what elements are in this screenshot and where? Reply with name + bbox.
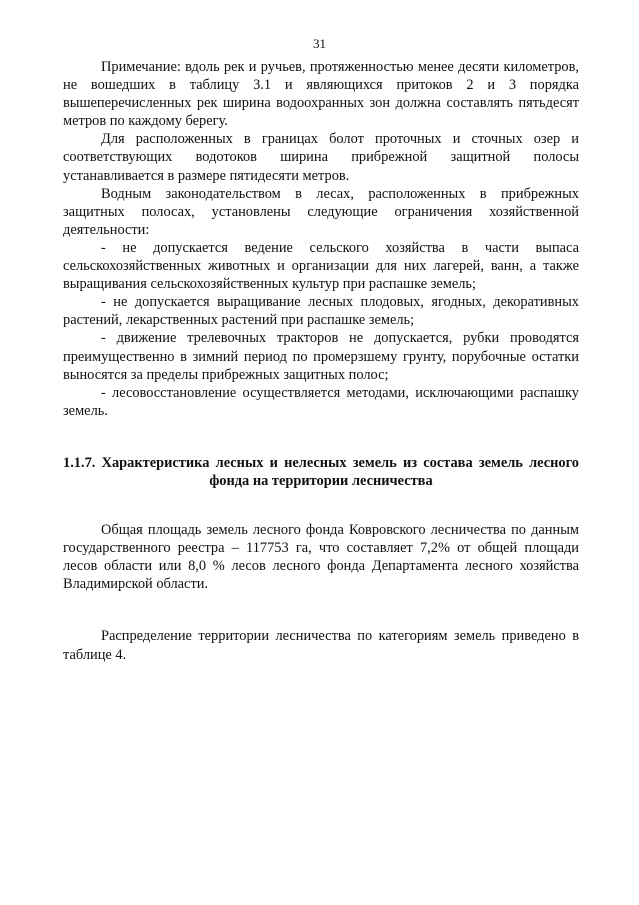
restrictions-intro-paragraph: Водным законодательством в лесах, расположенных в прибрежных защитных полосах, установлены следующие ограничения хозяйственной деятельности:: [63, 185, 579, 238]
restriction-item-agriculture: - не допускается ведение сельского хозяйства в части выпаса сельскохозяйственных животных и организации для них лагерей, ванн, а также выращивания сельскохозяйственных культур при распашке земель;: [63, 239, 579, 293]
total-area-paragraph: Общая площадь земель лесного фонда Ковровского лесничества по данным государственного реестра – 117753 га, что составляет 7,2% от общей площади лесов области или 8,0 % лесов лесного фонда Департамента лесного хозяйства Владимирской области.: [63, 522, 579, 593]
restriction-item-reforestation: - лесовосстановление осуществляется методами, исключающими распашку земель.: [63, 384, 579, 419]
section-heading-line1: 1.1.7. Характеристика лесных и нелесных земель из состава земель лесного: [63, 454, 579, 471]
page-number: 31: [313, 36, 326, 51]
note-paragraph: Примечание: вдоль рек и ручьев, протяженностью менее десяти километров, не вошедших в таблицу 3.1 и являющихся притоков 2 и 3 порядка вышеперечисленных рек ширина водоохранных зон должна составлять пятьдесят метров по каждому берегу.: [63, 59, 579, 130]
document-body: [63, 58, 579, 664]
restriction-item-plants: - не допускается выращивание лесных плодовых, ягодных, декоративных растений, лекарственных растений при распашке земель;: [63, 294, 579, 329]
swamp-lakes-paragraph: Для расположенных в границах болот проточных и сточных озер и соответствующих водотоков ширина прибрежной защитной полосы устанавливается в размере пятидесяти метров.: [63, 131, 579, 184]
restriction-item-tractors: - движение трелевочных тракторов не допускается, рубки проводятся преимущественно в зимний период по промерзшему грунту, порубочные остатки выносятся за пределы прибрежных защитных полос;: [63, 330, 579, 383]
section-heading: [63, 454, 579, 490]
section-heading-line2: фонда на территории лесничества: [209, 472, 433, 489]
distribution-paragraph: Распределение территории лесничества по категориям земель приведено в таблице 4.: [63, 628, 579, 663]
